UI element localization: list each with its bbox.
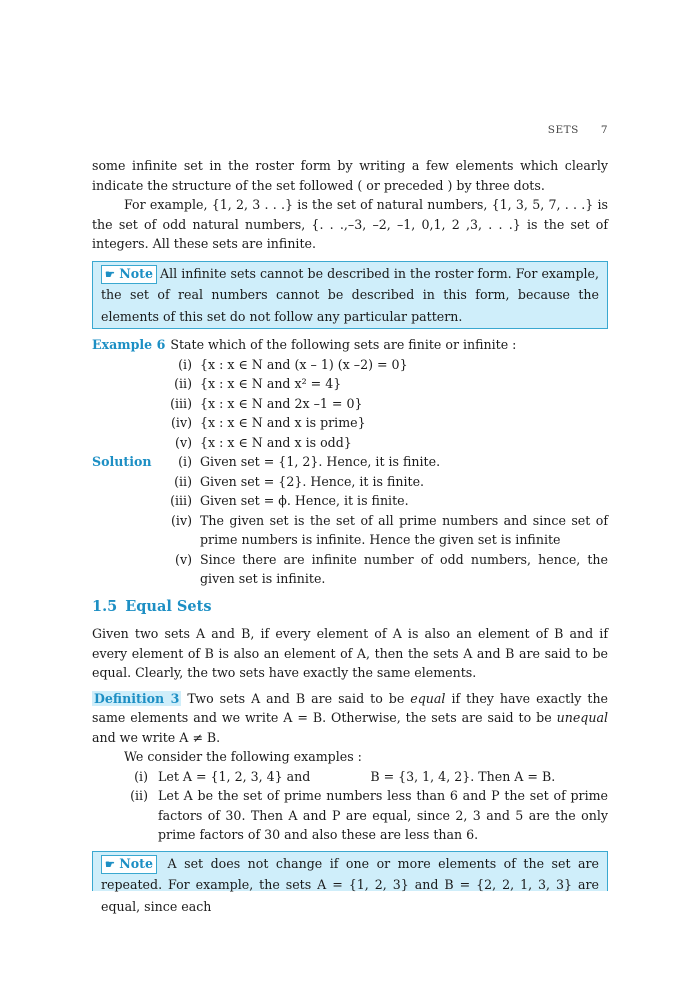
pointing-hand-icon: ☛ [105, 857, 115, 871]
definition-label: Definition 3 [94, 690, 180, 706]
example-item [92, 413, 608, 433]
item-number: (ii) [130, 788, 148, 803]
definition-text: and we write A ≠ B. [92, 729, 221, 745]
item-number: (iii) [170, 395, 192, 411]
equal-example-item [92, 767, 608, 787]
item-number: (i) [134, 768, 148, 784]
definition-emphasis: unequal [556, 710, 608, 725]
item-text: {x : x ∈ N and 2x –1 = 0} [200, 395, 363, 411]
definition-text: Two sets A and B are said to be [181, 690, 411, 706]
item-number: (iv) [171, 415, 192, 430]
equal-sets-paragraph: Given two sets A and B, if every element of A is also an element of B and if every element of B is also an element of A, then the sets A and B are said to be equal. Clearly, the two sets have exactly the same elements. [92, 626, 608, 680]
item-text: Given set = {1, 2}. Hence, it is finite. [200, 454, 441, 469]
item-number: (iv) [171, 512, 192, 528]
example-paragraph: For example, {1, 2, 3 . . .} is the set of natural numbers, {1, 3, 5, 7, . . .} is the set of odd natural numbers, {. . .,–3, –2, –1, 0,1, 2 ,3, . . .} is the set of integers. All these sets are infinite. [92, 197, 608, 251]
note-label-text: Note [119, 855, 154, 871]
item-number: (ii) [174, 473, 192, 489]
example-item [92, 394, 608, 414]
running-header [526, 124, 608, 136]
intro-paragraph: some infinite set in the roster form by writing a few elements which clearly indicate the structure of the set followed ( or preceded ) by three dots. [92, 158, 608, 193]
solution-item [92, 511, 608, 550]
item-number: (iii) [170, 493, 192, 508]
definition-text: if they have exactly the same elements and we write A = B. Otherwise, the sets are said to be [92, 690, 609, 725]
definition-emphasis: equal [410, 690, 446, 706]
page-number: 7 [600, 124, 608, 136]
section-title: Equal Sets [125, 597, 212, 615]
item-text: Since there are infinite number of odd numbers, hence, the given set is infinite. [200, 551, 608, 586]
note-label [101, 265, 157, 284]
item-number: (v) [175, 434, 192, 450]
item-text: {x : x ∈ N and x is prime} [200, 415, 366, 430]
item-number: (v) [175, 551, 192, 567]
equal-example-item [92, 786, 608, 845]
item-text-a: Let A = {1, 2, 3, 4} and [158, 768, 311, 784]
solution-item [92, 452, 608, 472]
example-item [92, 433, 608, 453]
item-text: {x : x ∈ N and x² = 4} [200, 376, 342, 391]
header-section-title: SETS [547, 124, 579, 136]
item-text: The given set is the set of all prime numbers and since set of prime numbers is infinite. Hence the given set is infinite [200, 512, 608, 547]
item-number: (i) [178, 356, 192, 372]
item-text: {x : x ∈ N and (x – 1) (x –2) = 0} [200, 356, 408, 372]
definition-paragraph [92, 689, 608, 748]
note-text: All infinite sets cannot be described in the roster form. For example, the set of real numbers cannot be described in this form, because the elements of this set do not follow any particular pattern. [101, 265, 599, 324]
solution-item [92, 491, 608, 511]
section-number: 1.5 [92, 597, 118, 615]
section-heading [92, 597, 608, 617]
example-item [92, 355, 608, 375]
solution-item [92, 550, 608, 589]
item-text: Let A be the set of prime numbers less than 6 and P the set of prime factors of 30. Then A and P are equal, since 2, 3 and 5 are the only prime factors of 30 and also these are less than 6. [158, 788, 608, 842]
solution-label: Solution [92, 454, 152, 469]
example-item [92, 374, 608, 394]
note-label [101, 855, 157, 874]
consider-line: We consider the following examples : [124, 749, 362, 764]
example-question-row [92, 335, 608, 355]
note-box-2 [92, 851, 608, 914]
item-number: (ii) [174, 376, 192, 391]
note-box-1 [92, 261, 608, 330]
note-text: A set does not change if one or more elements of the set are repeated. For example, the sets A = {1, 2, 3} and B = {2, 2, 1, 3, 3} are equal, since each [101, 855, 599, 914]
item-text-b: B = {3, 1, 4, 2}. Then A = B. [370, 768, 556, 784]
item-text [158, 767, 608, 787]
page-content [92, 156, 609, 914]
example-label: Example 6 [92, 337, 166, 352]
example-question: State which of the following sets are finite or infinite : [170, 337, 517, 352]
pointing-hand-icon: ☛ [105, 267, 115, 281]
item-text: Given set = ϕ. Hence, it is finite. [200, 493, 409, 508]
solution-item [92, 472, 608, 492]
note-label-text: Note [119, 265, 154, 281]
item-text: Given set = {2}. Hence, it is finite. [200, 473, 425, 489]
item-number: (i) [178, 454, 192, 469]
item-text: {x : x ∈ N and x is odd} [200, 434, 352, 450]
